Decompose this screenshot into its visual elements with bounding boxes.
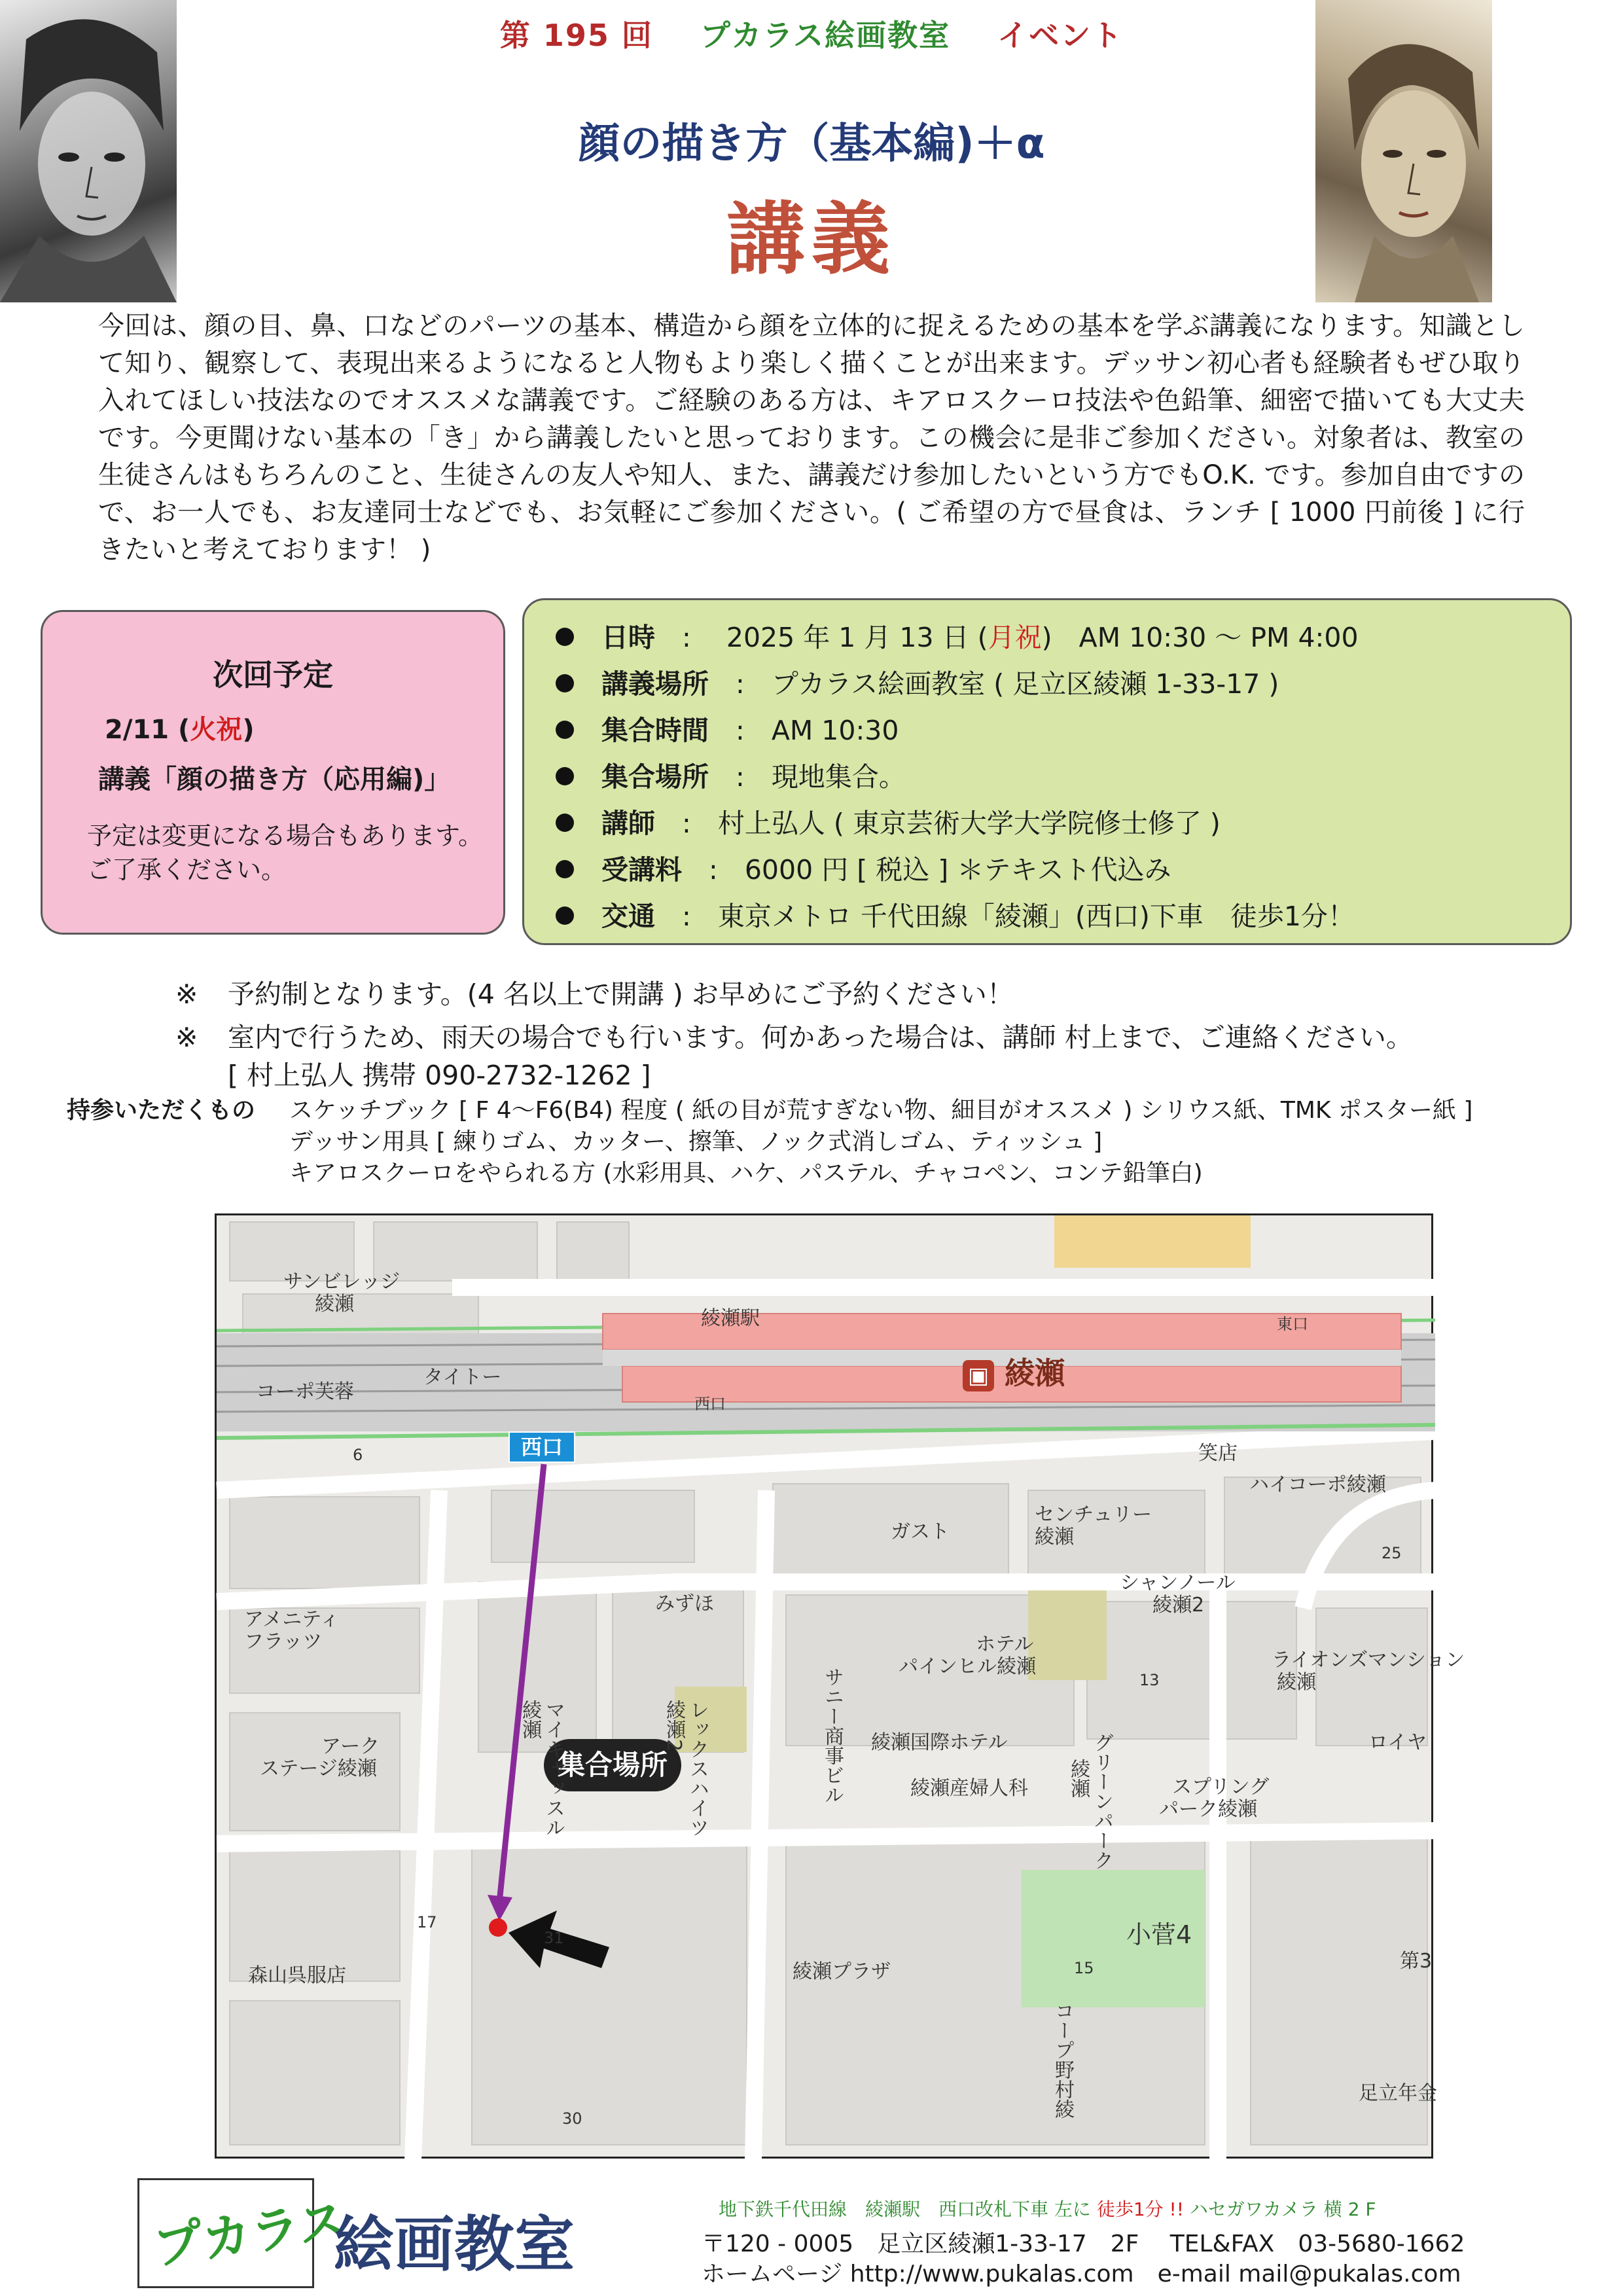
map-vlabel-green: グリーンパーク [1090,1732,1113,1870]
map-label-intl-hotel: 綾瀬国際ホテル [871,1731,1008,1754]
info-row-teacher: 講師 : 村上弘人 ( 東京芸術大学大学院修士修了 ) [556,802,1221,840]
footer-web-line[interactable]: ホームページ http://www.pukalas.com e-mail mail@pukalas.com [702,2261,1461,2287]
info-label-access: 交通 [601,901,655,932]
event-word: イベント [997,18,1124,53]
school-logo [137,2178,351,2288]
next-schedule-note [87,819,483,887]
info-row-access: 交通 : 東京メトロ 千代田線「綾瀬」(西口)下車 徒歩1分！ [556,895,1355,933]
map-vlabel-corp: コープ野村綾 [1051,2001,1074,2119]
map-label-amenity2: フラッツ [244,1630,323,1653]
map-label-century: センチュリー [1035,1503,1152,1526]
map-label-hotel: ホテル [976,1633,1034,1656]
map-label-lions: ライオンズマンション [1272,1649,1465,1672]
page-subtitle: 顔の描き方（基本編)＋α [578,120,1045,168]
bullet-icon [556,906,574,925]
map-label-warai: 笑店 [1198,1442,1238,1465]
next-note-line1: 予定は変更になる場合もあります。 [87,821,483,850]
next-schedule-title: 次回予定 [213,657,333,692]
intro-paragraph: 今回は、顔の目、鼻、口などのパーツの基本、構造から顔を立体的に捉えるための基本を学ぶ講義になります。知識として知り、観察して、表現出来るようになると人物もより楽しく描くことが出来ます。デッサン初心者も経験者もぜひ取り入れてほしい技法なのでオススメな講義です。ご経験のある方は、キアロスクーロ技法や色鉛筆、細密で描いても大丈夫です。今更聞けない基本の「き」から講義したいと思っております。この機会に是非ご参加ください。対象者は、教室の生徒さんはもちろんのこと、生徒さんの友人や知人、また、講義だけ参加したいという方でもO.K. です。参加自由ですので、お一人でも、お友達同士などでも、お気軽にご参加ください。( ご希望の方で昼食は、ランチ [ 1000 円前後 ] に行きたいと考えております！ ) [98,311,1525,565]
note-rain [175,1016,1413,1054]
map-number-25: 25 [1382,1544,1402,1562]
info-label-teacher: 講師 [601,808,655,839]
logo-text: プカラス [150,2191,351,2276]
map-label-lions2: 綾瀬 [1277,1671,1316,1694]
next-schedule-topic: 講義「顔の描き方（応用編)」 [98,764,451,795]
info-datetime-holiday: 月祝 [988,622,1042,653]
next-date-text: 2/11 ( [105,715,190,745]
map-number-17: 17 [417,1913,437,1931]
school-name: プカラス絵画教室 [700,18,951,53]
map-number-15: 15 [1074,1959,1094,1977]
map-label-gusto: ガスト [891,1520,950,1543]
meeting-point-marker [489,1918,507,1937]
info-teacher: 村上弘人 ( 東京芸術大学大学院修士修了 ) [717,808,1221,839]
info-datetime-b: ) AM 10:30 ～ PM 4:00 [1041,622,1359,653]
west-exit-badge[interactable]: 西口 [508,1431,575,1463]
map-vlabel-ayase2: 綾瀬2 [662,1700,685,1752]
event-header-line [0,12,1623,55]
map-label-spring2: パーク綾瀬 [1159,1798,1257,1821]
map-label-spring: スプリング [1172,1776,1270,1799]
bring-item-2: デッサン用具 [ 練りゴム、カッター、擦筆、ノック式消しゴム、ティッシュ ] [289,1128,1103,1155]
info-meet-time: AM 10:30 [771,715,899,746]
footer-access-a: 地下鉄千代田線 綾瀬駅 西口改札下車 左に [719,2198,1091,2220]
map-label-shannoru2: 綾瀬2 [1152,1594,1205,1617]
map-label-daisan: 第3 [1400,1950,1433,1973]
next-note-line2: ご了承ください。 [87,855,287,884]
map-label-plaza: 綾瀬プラザ [793,1960,891,1983]
event-info-box [522,598,1572,945]
map-label-kosuge: 小菅4 [1126,1920,1192,1949]
info-row-datetime: 日時 : 2025 年 1 月 13 日 (月祝) AM 10:30 ～ PM 4:00 [556,616,1359,655]
info-label-meet-time: 集合時間 [601,715,709,746]
bullet-icon [556,721,574,739]
map-label-clinic: 綾瀬産婦人科 [910,1777,1028,1800]
next-schedule-date [105,709,255,746]
info-datetime-a: 2025 年 1 月 13 日 ( [726,622,988,653]
map-number-6: 6 [353,1446,363,1464]
map-label-haicorpo: ハイコーポ綾瀬 [1249,1473,1386,1496]
map-label-mizuho: みずほ [655,1592,714,1615]
note-mark: ※ [175,1022,198,1053]
next-schedule-box [41,610,505,935]
footer-access-b: ハセガワカメラ 横 2 F [1189,2198,1376,2220]
station-name [963,1350,1065,1393]
map-label-amenity: アメニティ [244,1608,340,1631]
map-label-royal: ロイヤ [1368,1731,1427,1754]
info-fee: 6000 円 [ 税込 ] ＊テキスト代込み [744,854,1171,886]
event-number: 第 195 回 [499,18,653,53]
map-label-arc: アーク [321,1735,380,1758]
info-label-fee: 受講料 [601,854,682,886]
access-map[interactable] [215,1213,1465,2159]
info-access: 東京メトロ 千代田線「綾瀬」(西口)下車 徒歩1分！ [717,901,1355,932]
info-row-venue: 講義場所 : プカラス絵画教室 ( 足立区綾瀬 1-33-17 ) [556,662,1279,701]
map-vlabel-ayase3: 綾瀬 [1067,1759,1090,1798]
map-label-hotel2: パインヒル綾瀬 [899,1655,1036,1678]
next-date-close: ) [242,715,255,745]
map-vlabel-mycastle: マイキャッスル [542,1700,565,1837]
footer-access-line [719,2195,1376,2221]
map-number-31: 31 [544,1929,564,1947]
note-line1: 予約制となります。(4 名以上で開講 ) お早めにご予約ください！ [228,978,1014,1010]
note-mark: ※ [175,978,198,1010]
meeting-place-label[interactable]: 集合場所 [544,1739,681,1791]
footer-access-red: 徒歩1分 !! [1096,2198,1184,2220]
bring-item-3: キアロスクーロをやられる方 (水彩用具、ハケ、パステル、チャコペン、コンテ鉛筆白) [289,1160,1203,1187]
bullet-icon [556,628,574,646]
next-date-holiday: 火祝 [190,715,243,745]
map-label-moriyama: 森山呉服店 [248,1964,346,1987]
map-label-arc2: ステージ綾瀬 [260,1757,377,1780]
footer-title: 絵画教室 [334,2210,575,2280]
note-line2: 室内で行うため、雨天の場合でも行います。何かあった場合は、講師 村上まで、ご連絡ください。 [228,1022,1413,1053]
bullet-icon [556,860,574,878]
bring-label: 持参いただくもの [67,1097,256,1124]
info-label-datetime: 日時 [601,622,655,653]
bullet-icon [556,814,574,832]
info-row-meet-place: 集合場所 : 現地集合。 [556,755,906,794]
west-exit-small-label: 西口 [694,1395,726,1413]
map-label-sunvillage: サンビレッジ [283,1270,401,1293]
map-number-30: 30 [562,2109,582,2128]
map-number-13: 13 [1139,1671,1160,1689]
info-venue: プカラス絵画教室 ( 足立区綾瀬 1-33-17 ) [771,668,1279,700]
info-label-venue: 講義場所 [601,668,709,700]
info-meet-place: 現地集合。 [771,761,906,793]
train-icon: ▣ [963,1360,994,1391]
bullet-icon [556,674,574,692]
map-label-shannoru: シャンノール [1120,1571,1236,1594]
bring-item-1: スケッチブック [ F 4～F6(B4) 程度 ( 紙の目が荒すぎない物、細目がオススメ ) シリウス紙、TMK ポスター紙 ] [289,1097,1473,1124]
note-contact: [ 村上弘人 携帯 090-2732-1262 ] [228,1060,651,1091]
east-exit-label: 東口 [1277,1315,1308,1333]
map-label-sunvillage2: 綾瀬 [315,1293,354,1316]
station-small-label: 綾瀬駅 [701,1307,760,1330]
station-name-text: 綾瀬 [1005,1355,1065,1391]
map-label-adachi: 足立年金 [1359,2082,1437,2105]
footer-address-line: 〒120 - 0005 足立区綾瀬1-33-17 2F TEL&FAX 03-5680-1662 [702,2231,1465,2257]
info-label-meet-place: 集合場所 [601,761,709,793]
map-vlabel-sunny: サニー商事ビル [821,1667,844,1804]
note-reservation [175,973,1014,1011]
map-label-century2: 綾瀬 [1035,1526,1074,1549]
logo-graphic [139,2180,351,2286]
bullet-icon [556,767,574,785]
map-vlabel-ayase1: 綾瀬 [518,1700,541,1739]
map-label-taito: タイトー [423,1366,502,1389]
map-label-corpo: コーポ芙蓉 [256,1380,354,1403]
info-row-fee: 受講料 : 6000 円 [ 税込 ] ＊テキスト代込み [556,848,1171,887]
page-title: 講義 [726,194,897,285]
info-row-meet-time: 集合時間 : AM 10:30 [556,709,899,747]
map-vlabel-rex: レックスハイツ [686,1700,709,1837]
